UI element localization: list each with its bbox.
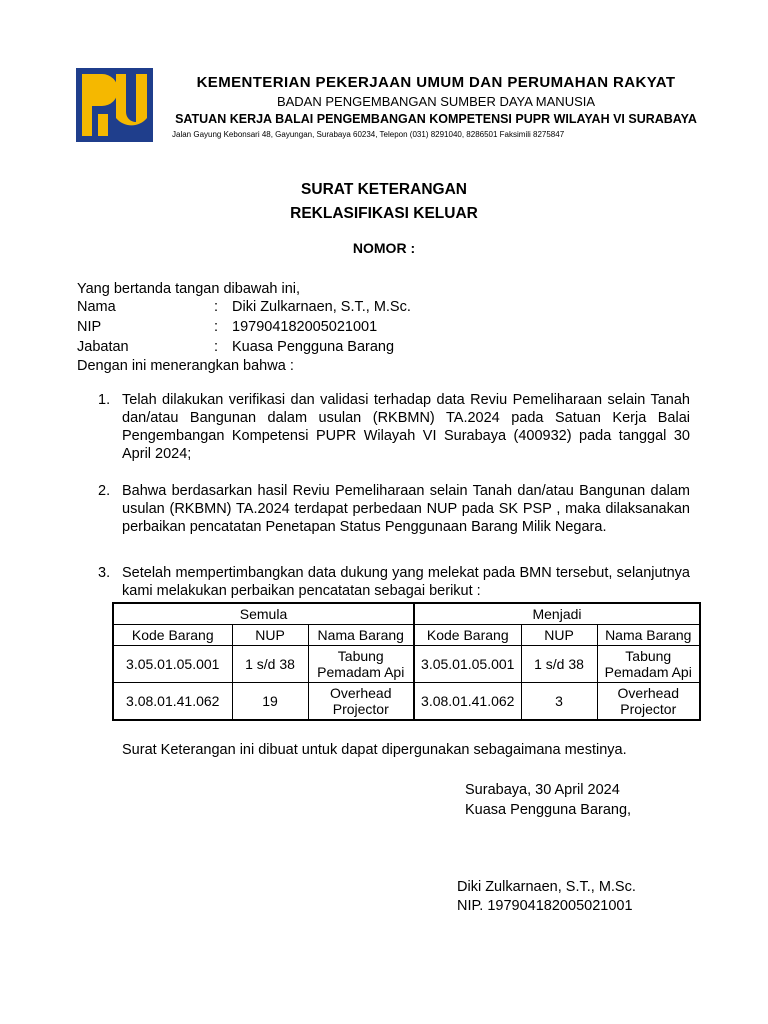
point-number: 2. bbox=[98, 483, 111, 499]
field-colon: : bbox=[214, 299, 219, 315]
table-cell: 1 s/d 38 bbox=[521, 646, 597, 683]
table-row bbox=[113, 646, 700, 683]
point-number: 3. bbox=[98, 565, 111, 581]
agency-name: BADAN PENGEMBANGAN SUMBER DAYA MANUSIA bbox=[276, 94, 596, 109]
group-before-header: Semula bbox=[113, 603, 414, 625]
reclassification-table bbox=[112, 602, 701, 721]
table-cell: 3.05.01.05.001 bbox=[414, 646, 521, 683]
unit-name: SATUAN KERJA BALAI PENGEMBANGAN KOMPETENSI PUPR WILAYAH VI SURABAYA bbox=[175, 112, 697, 126]
signature-position: Kuasa Pengguna Barang, bbox=[465, 802, 632, 818]
table-cell: 3.08.01.41.062 bbox=[414, 683, 521, 721]
statement-text: Dengan ini menerangkan bahwa : bbox=[77, 358, 294, 374]
table-cell: 1 s/d 38 bbox=[232, 646, 308, 683]
table-cell: 3.05.01.05.001 bbox=[113, 646, 232, 683]
table-row bbox=[113, 683, 700, 721]
group-after-header: Menjadi bbox=[414, 603, 700, 625]
signature-place-date: Surabaya, 30 April 2024 bbox=[465, 782, 620, 798]
column-header: Kode Barang bbox=[113, 625, 232, 646]
field-value: Diki Zulkarnaen, S.T., M.Sc. bbox=[232, 299, 411, 315]
table-cell: 3 bbox=[521, 683, 597, 721]
column-header: NUP bbox=[521, 625, 597, 646]
field-colon: : bbox=[214, 319, 219, 335]
field-label: NIP bbox=[77, 319, 102, 335]
document-subtitle: REKLASIFIKASI KELUAR bbox=[290, 205, 478, 222]
table-cell: Overhead Projector bbox=[597, 683, 700, 721]
table-column-header bbox=[113, 625, 700, 646]
field-colon: : bbox=[214, 339, 219, 355]
column-header: Kode Barang bbox=[414, 625, 521, 646]
table-cell: Tabung Pemadam Api bbox=[597, 646, 700, 683]
address-line: Jalan Gayung Kebonsari 48, Gayungan, Surabaya 60234, Telepon (031) 8291040, 8286501 Faksimili 8275847 bbox=[172, 130, 565, 139]
column-header: Nama Barang bbox=[308, 625, 414, 646]
table-cell: Tabung Pemadam Api bbox=[308, 646, 414, 683]
point-text: Setelah mempertimbangkan data dukung yang melekat pada BMN tersebut, selanjutnya kami melakukan perbaikan pencatatan sebagai berikut : bbox=[122, 565, 690, 599]
closing-text: Surat Keterangan ini dibuat untuk dapat dipergunakan sebagaimana mestinya. bbox=[122, 742, 627, 758]
field-value: Kuasa Pengguna Barang bbox=[232, 339, 395, 355]
table-cell: 3.08.01.41.062 bbox=[113, 683, 232, 721]
ministry-name: KEMENTERIAN PEKERJAAN UMUM DAN PERUMAHAN RAKYAT bbox=[196, 74, 676, 91]
intro-text: Yang bertanda tangan dibawah ini, bbox=[77, 281, 301, 297]
logo-bar bbox=[98, 114, 108, 136]
point-text: Bahwa berdasarkan hasil Reviu Pemeliharaan selain Tanah dan/atau Bangunan dalam usulan (RKBMN) TA.2024 terdapat perbedaan NUP pada SK PSP , maka dilaksanakan perbaikan pencatatan Penetapan Status Penggunaan Barang Milik Negara. bbox=[122, 483, 690, 535]
table-cell: Overhead Projector bbox=[308, 683, 414, 721]
pupr-logo bbox=[76, 68, 153, 142]
signature-name: Diki Zulkarnaen, S.T., M.Sc. bbox=[457, 879, 636, 895]
letterhead bbox=[156, 74, 716, 141]
field-label: Jabatan bbox=[77, 339, 129, 355]
field-label: Nama bbox=[77, 299, 116, 315]
point-number: 1. bbox=[98, 392, 111, 408]
point-text: Telah dilakukan verifikasi dan validasi terhadap data Reviu Pemeliharaan selain Tanah dan/atau Bangunan dalam usulan (RKBMN) TA.2024 pada Satuan Kerja Balai Pengembangan Kompetensi PUPR Wilayah VI Surabaya (400932) pada tanggal 30 April 2024; bbox=[122, 392, 690, 462]
column-header: Nama Barang bbox=[597, 625, 700, 646]
column-header: NUP bbox=[232, 625, 308, 646]
table-group-header bbox=[113, 603, 700, 625]
table-cell: 19 bbox=[232, 683, 308, 721]
document-number: NOMOR : bbox=[352, 240, 416, 256]
document-title: SURAT KETERANGAN bbox=[301, 181, 467, 198]
field-value: 197904182005021001 bbox=[232, 319, 378, 335]
signature-nip: NIP. 197904182005021001 bbox=[457, 898, 633, 914]
